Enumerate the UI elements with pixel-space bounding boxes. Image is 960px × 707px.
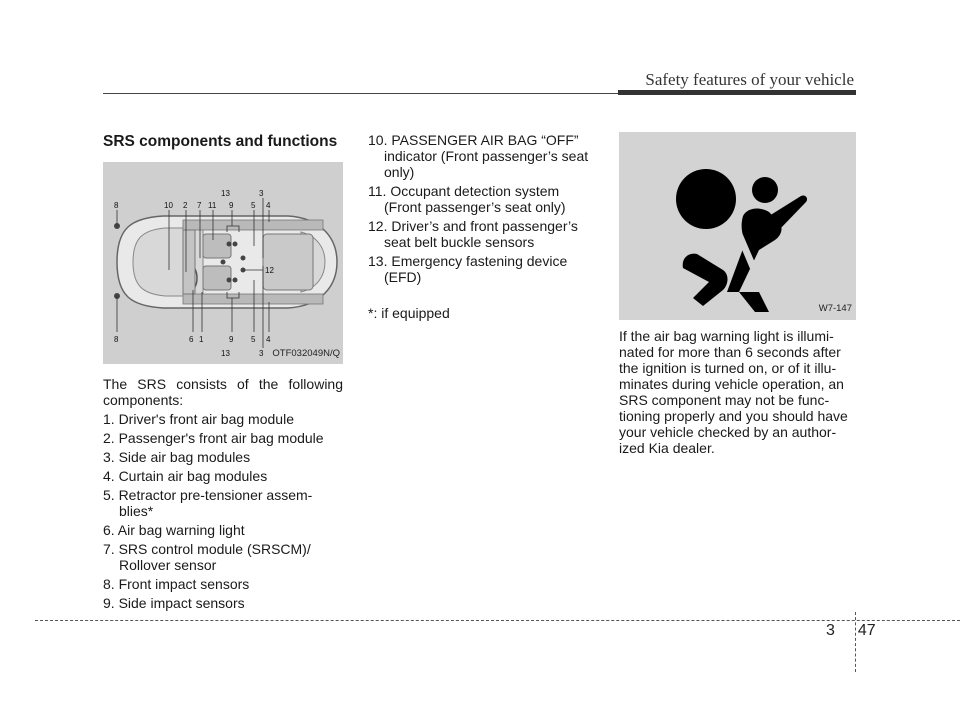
- figure-label: 9: [229, 335, 234, 344]
- list-item: 2. Passenger's front air bag module: [103, 430, 324, 446]
- figure-label: 3: [259, 349, 264, 358]
- list-item: 1. Driver's front air bag module: [103, 411, 294, 427]
- list-item-continuation: (Front passenger’s seat only): [384, 199, 566, 215]
- paragraph-line: If the air bag warning light is illumi-: [619, 328, 834, 344]
- figure-label: 4: [266, 201, 271, 210]
- intro-text: The SRS consists of the following components:: [103, 376, 343, 408]
- list-item: 8. Front impact sensors: [103, 576, 250, 592]
- list-item-first-line: 11. Occupant detection system: [368, 183, 560, 199]
- figure-label: 9: [229, 201, 234, 210]
- left-column: [103, 132, 343, 611]
- list-item-first-line: 13. Emergency fastening device: [368, 253, 568, 269]
- footer-rule: [35, 620, 960, 621]
- figure-label: 12: [265, 266, 274, 275]
- figure-label: 11: [208, 201, 217, 210]
- car-srs-diagram-icon: [103, 162, 343, 364]
- page-header-title: Safety features of your vehicle: [645, 70, 854, 89]
- paragraph-line: tioning properly and you should have: [619, 408, 848, 424]
- list-item-continuation: (EFD): [384, 269, 422, 285]
- middle-column: [368, 132, 608, 321]
- header-rule-thin: [103, 93, 618, 94]
- list-item: [368, 132, 608, 180]
- figure-label: 13: [221, 189, 230, 198]
- list-item: [368, 183, 608, 215]
- page-number: [826, 622, 876, 640]
- airbag-warning-icon: [619, 132, 856, 320]
- figure-caption: OTF032049N/Q: [272, 348, 340, 359]
- srs-components-figure: [103, 162, 343, 364]
- paragraph-line: the ignition is turned on, or of it illu-: [619, 360, 837, 376]
- list-item: 6. Air bag warning light: [103, 522, 245, 538]
- page-number-value: 47: [857, 622, 876, 639]
- paragraph-line: ized Kia dealer.: [619, 440, 715, 456]
- figure-label: 2: [183, 201, 188, 210]
- list-item: [103, 487, 343, 519]
- list-item-first-line: 12. Driver’s and front passenger’s: [368, 218, 578, 234]
- icon-caption: W7-147: [818, 303, 852, 314]
- list-item: 9. Side impact sensors: [103, 595, 245, 611]
- airbag-warning-figure: [619, 132, 856, 320]
- figure-label: 10: [164, 201, 173, 210]
- list-item-continuation: indicator (Front passenger’s seat: [384, 148, 589, 164]
- paragraph-line: SRS component may not be func-: [619, 392, 830, 408]
- warning-light-paragraph: [619, 328, 856, 456]
- right-column: [619, 132, 856, 456]
- header-rule-thick: [618, 90, 856, 95]
- figure-label: 8: [114, 201, 119, 210]
- list-item: [368, 218, 608, 250]
- footnote: *: if equipped: [368, 305, 450, 321]
- list-item: [368, 253, 608, 285]
- list-item-first-line: 5. Retractor pre-tensioner assem-: [103, 487, 313, 503]
- chapter-number: 3: [826, 622, 835, 639]
- figure-label: 1: [199, 335, 204, 344]
- list-item-first-line: 7. SRS control module (SRSCM)/: [103, 541, 311, 557]
- figure-label: 13: [221, 349, 230, 358]
- list-item-continuation: seat belt buckle sensors: [384, 234, 535, 250]
- list-item-continuation: blies*: [119, 503, 154, 519]
- figure-label: 6: [189, 335, 194, 344]
- list-item-continuation: Rollover sensor: [119, 557, 217, 573]
- list-item: 4. Curtain air bag modules: [103, 468, 268, 484]
- list-item: [103, 541, 343, 573]
- list-item: 3. Side air bag modules: [103, 449, 251, 465]
- figure-label: 5: [251, 335, 256, 344]
- section-heading: SRS components and functions: [103, 133, 338, 150]
- figure-label: 8: [114, 335, 119, 344]
- figure-label: 5: [251, 201, 256, 210]
- figure-label: 3: [259, 189, 264, 198]
- figure-label: 4: [266, 335, 271, 344]
- paragraph-line: nated for more than 6 seconds after: [619, 344, 841, 360]
- figure-label: 7: [197, 201, 202, 210]
- paragraph-line: minates during vehicle operation, an: [619, 376, 844, 392]
- paragraph-line: your vehicle checked by an author-: [619, 424, 837, 440]
- list-item-continuation: only): [384, 164, 415, 180]
- page-number-divider: [855, 612, 856, 672]
- list-item-first-line: 10. PASSENGER AIR BAG “OFF”: [368, 132, 579, 148]
